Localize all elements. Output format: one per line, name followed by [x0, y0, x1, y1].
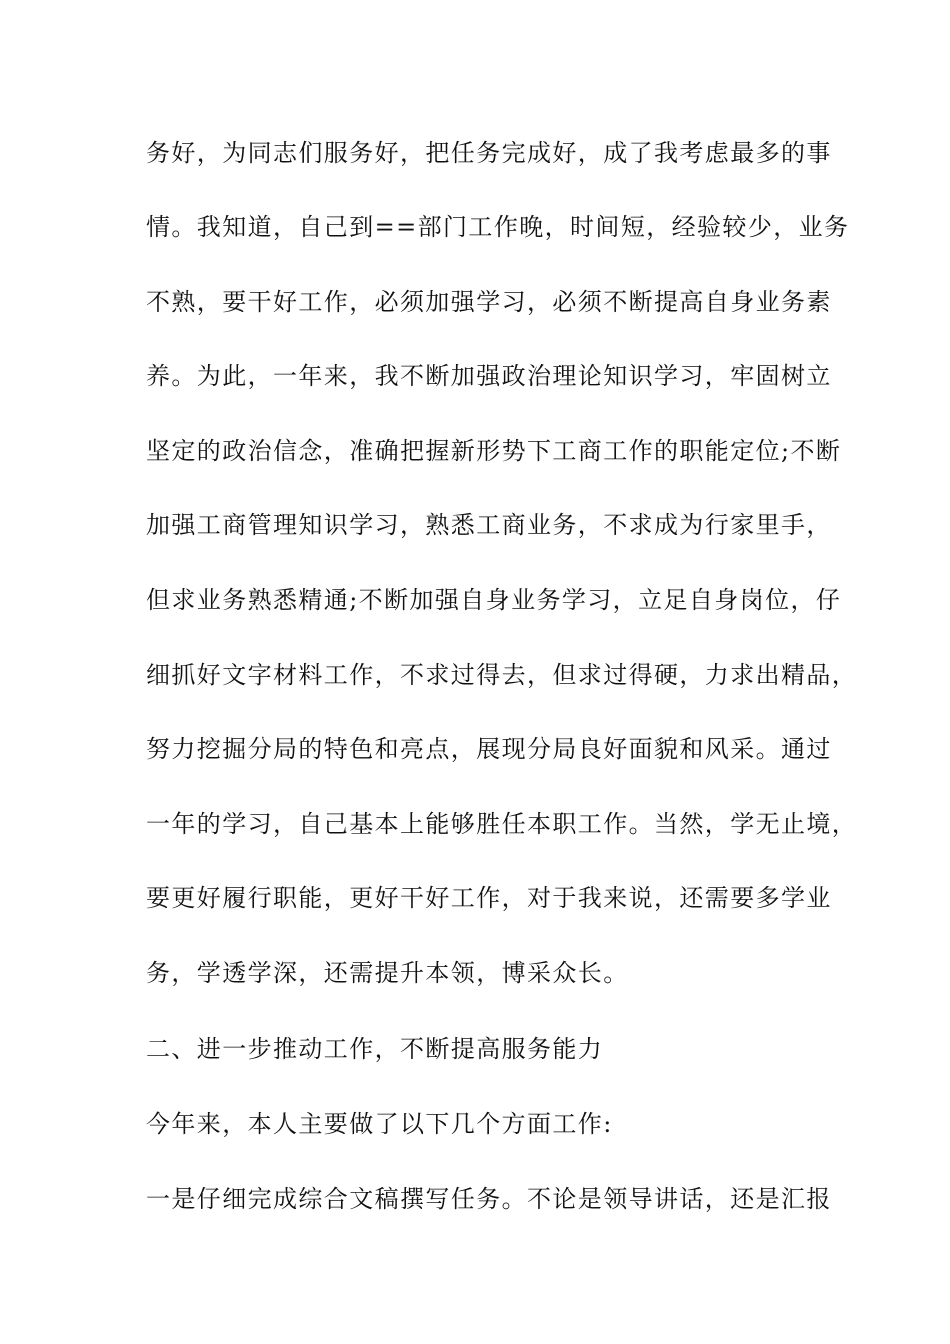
- text-line-15: 一是仔细完成综合文稿撰写任务。不论是领导讲话，还是汇报: [146, 1185, 832, 1213]
- text-line-3: 不熟，要干好工作，必须加强学习，必须不断提高自身业务素: [146, 288, 832, 316]
- text-line-10: 一年的学习，自己基本上能够胜任本职工作。当然，学无止境，: [146, 810, 858, 838]
- text-line-11: 要更好履行职能，更好干好工作，对于我来说，还需要多学业: [146, 884, 832, 912]
- section-heading: 二、进一步推动工作，不断提高服务能力: [146, 1035, 604, 1063]
- text-line-1: 务好，为同志们服务好，把任务完成好，成了我考虑最多的事: [146, 139, 832, 167]
- text-line-12: 务，学透学深，还需提升本领，博采众长。: [146, 959, 629, 987]
- text-line-9: 努力挖掘分局的特色和亮点，展现分局良好面貌和风采。通过: [146, 735, 832, 763]
- text-line-7: 但求业务熟悉精通;不断加强自身业务学习，立足自身岗位，仔: [146, 586, 842, 614]
- text-line-8: 细抓好文字材料工作，不求过得去，但求过得硬，力求出精品，: [146, 661, 858, 689]
- text-line-14: 今年来，本人主要做了以下几个方面工作:: [146, 1110, 613, 1138]
- text-line-6: 加强工商管理知识学习，熟悉工商业务，不求成为行家里手，: [146, 511, 832, 539]
- text-line-5: 坚定的政治信念，准确把握新形势下工商工作的职能定位;不断: [146, 437, 842, 465]
- text-line-2: 情。我知道，自己到==部门工作晚，时间短，经验较少，业务: [146, 213, 850, 241]
- text-line-4: 养。为此，一年来，我不断加强政治理论知识学习，牢固树立: [146, 362, 832, 390]
